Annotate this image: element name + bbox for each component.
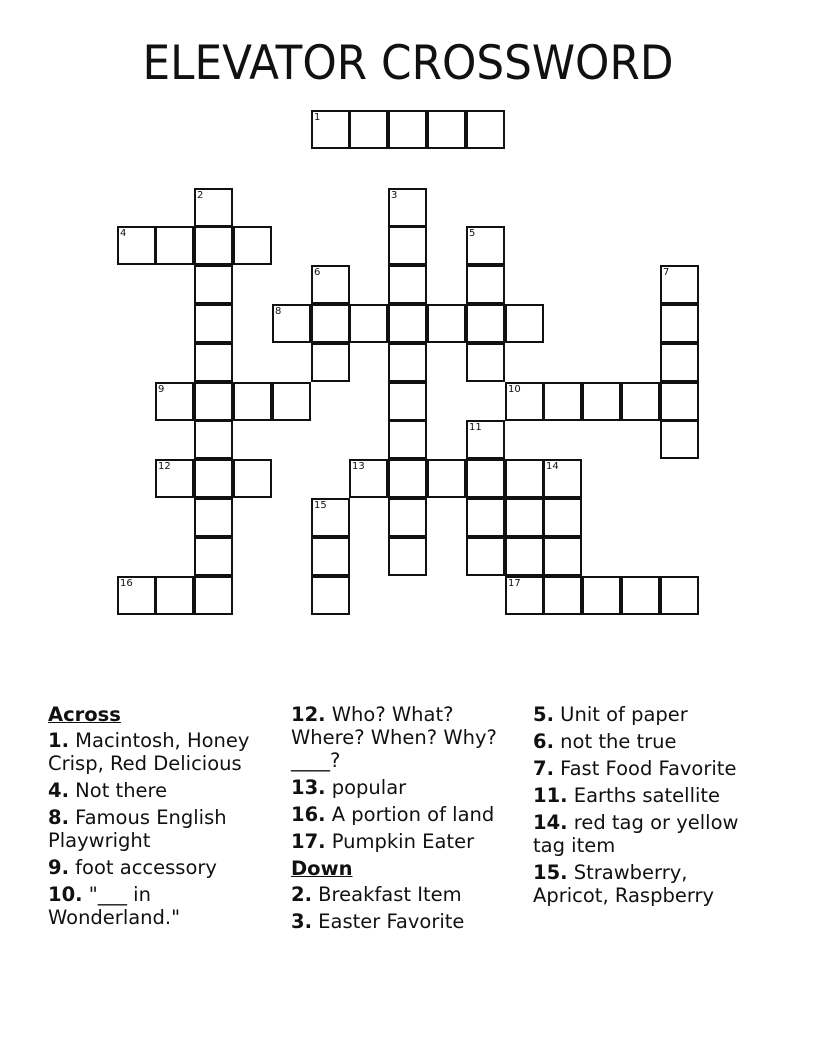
grid-cell[interactable] [311,498,350,537]
grid-cell[interactable] [543,576,582,615]
grid-cell[interactable] [621,382,660,421]
grid-cell[interactable] [194,459,233,498]
clue-item [533,730,765,753]
grid-cell[interactable] [466,537,505,576]
grid-cell[interactable] [543,459,582,498]
grid-cell[interactable] [117,226,156,265]
grid-cell[interactable] [660,382,699,421]
grid-cell[interactable] [505,498,544,537]
clue-number: 7. [533,757,554,780]
clue-item [48,883,280,929]
clue-number: 16. [291,803,326,826]
grid-cell[interactable] [388,226,427,265]
grid-cell[interactable] [543,498,582,537]
grid-cell[interactable] [427,459,466,498]
clue-text: Fast Food Favorite [553,757,737,780]
grid-cell[interactable] [194,343,233,382]
clue-item [291,776,523,799]
clue-text: red tag or yellow tag item [533,811,739,857]
clue-text: Breakfast Item [311,883,462,906]
clue-text: Earths satellite [567,784,721,807]
clue-number-label: 8 [275,306,282,317]
clue-number: 17. [291,830,326,853]
grid-cell[interactable] [660,304,699,343]
clue-item [291,883,523,906]
clue-number: 9. [48,856,69,879]
grid-cell[interactable] [466,265,505,304]
grid-cell[interactable] [388,420,427,459]
clue-text: Strawberry, Apricot, Raspberry [533,861,715,907]
grid-cell[interactable] [349,110,388,149]
clue-number: 11. [533,784,568,807]
grid-cell[interactable] [233,226,272,265]
clue-number-label: 10 [508,384,521,395]
clue-item [48,856,280,879]
clue-item [291,703,523,772]
clue-number: 12. [291,703,326,726]
grid-cell[interactable] [505,382,544,421]
grid-cell[interactable] [194,265,233,304]
clue-text: Unit of paper [553,703,688,726]
clue-text: Pumpkin Eater [325,830,475,853]
grid-cell[interactable] [194,576,233,615]
clue-item [533,757,765,780]
clue-number: 2. [291,883,312,906]
clue-item [533,811,765,857]
grid-cell[interactable] [388,459,427,498]
clue-number: 15. [533,861,568,884]
grid-cell[interactable] [194,420,233,459]
clue-item [48,806,280,852]
clue-item [533,861,765,907]
grid-cell[interactable] [388,382,427,421]
grid-cell[interactable] [427,304,466,343]
grid-cell[interactable] [311,343,350,382]
clue-text: Who? What? Where? When? Why? ____? [291,703,497,772]
clue-number-label: 11 [469,422,482,433]
clue-number-label: 4 [120,228,127,239]
grid-cell[interactable] [388,343,427,382]
grid-cell[interactable] [543,537,582,576]
grid-cell[interactable] [194,304,233,343]
page-title: ELEVATOR CROSSWORD [142,36,674,91]
clue-text: popular [325,776,407,799]
clue-number: 6. [533,730,554,753]
clue-number: 10. [48,883,83,906]
grid-cell[interactable] [272,304,311,343]
grid-cell[interactable] [311,265,350,304]
grid-cell[interactable] [155,226,194,265]
grid-cell[interactable] [466,420,505,459]
grid-cell[interactable] [388,110,427,149]
grid-cell[interactable] [388,188,427,227]
grid-cell[interactable] [388,304,427,343]
grid-cell[interactable] [155,576,194,615]
clue-number-label: 5 [469,228,476,239]
clue-number-label: 9 [158,384,165,395]
grid-cell[interactable] [660,265,699,304]
grid-cell[interactable] [194,382,233,421]
clue-number-label: 16 [120,578,133,589]
clue-number-label: 13 [352,461,365,472]
grid-cell[interactable] [660,576,699,615]
clue-text: not the true [553,730,677,753]
clue-number: 14. [533,811,568,834]
clue-number-label: 12 [158,461,171,472]
grid-cell[interactable] [582,576,621,615]
grid-cell[interactable] [194,537,233,576]
clue-number-label: 1 [314,112,321,123]
grid-cell[interactable] [582,382,621,421]
clue-text: foot accessory [68,856,217,879]
grid-cell[interactable] [194,226,233,265]
clue-number: 5. [533,703,554,726]
grid-cell[interactable] [466,459,505,498]
clue-number: 3. [291,910,312,933]
grid-cell[interactable] [349,459,388,498]
clue-column-3 [533,703,765,911]
grid-cell[interactable] [466,110,505,149]
clue-text: Easter Favorite [311,910,465,933]
clue-text: Famous English Playwright [48,806,227,852]
grid-cell[interactable] [155,459,194,498]
clue-number: 8. [48,806,69,829]
clue-text: Macintosh, Honey Crisp, Red Delicious [48,729,250,775]
grid-cell[interactable] [233,382,272,421]
grid-cell[interactable] [466,343,505,382]
clue-number: 1. [48,729,69,752]
grid-cell[interactable] [427,110,466,149]
clue-number-label: 6 [314,267,321,278]
grid-cell[interactable] [349,304,388,343]
clue-column-1 [48,703,280,933]
clue-number-label: 2 [197,190,204,201]
grid-cell[interactable] [466,304,505,343]
clue-item [533,784,765,807]
clue-item [533,703,765,726]
clue-item [48,779,280,802]
clue-column-2 [291,703,523,937]
grid-cell[interactable] [388,498,427,537]
clue-number-label: 17 [508,578,521,589]
across-heading: Across [48,703,121,726]
grid-cell[interactable] [311,110,350,149]
clue-number-label: 14 [546,461,559,472]
clue-text: A portion of land [325,803,495,826]
grid-cell[interactable] [272,382,311,421]
grid-cell[interactable] [388,265,427,304]
clue-item [291,803,523,826]
grid-cell[interactable] [543,382,582,421]
grid-cell[interactable] [194,498,233,537]
clue-text: "___ in Wonderland." [48,883,181,929]
grid-cell[interactable] [194,188,233,227]
clue-number: 13. [291,776,326,799]
grid-cell[interactable] [621,576,660,615]
grid-cell[interactable] [660,343,699,382]
grid-cell[interactable] [117,576,156,615]
grid-cell[interactable] [388,537,427,576]
clue-item [291,910,523,933]
grid-cell[interactable] [505,304,544,343]
grid-cell[interactable] [311,304,350,343]
grid-cell[interactable] [155,382,194,421]
clue-item [48,729,280,775]
grid-cell[interactable] [233,459,272,498]
clue-number-label: 3 [391,190,398,201]
grid-cell[interactable] [466,226,505,265]
clue-number-label: 7 [663,267,670,278]
down-heading: Down [291,857,353,880]
clue-number-label: 15 [314,500,327,511]
clue-number: 4. [48,779,69,802]
grid-cell[interactable] [505,459,544,498]
grid-cell[interactable] [505,576,544,615]
clue-item [291,830,523,853]
grid-cell[interactable] [505,537,544,576]
grid-cell[interactable] [660,420,699,459]
grid-cell[interactable] [311,537,350,576]
clue-text: Not there [68,779,168,802]
grid-cell[interactable] [311,576,350,615]
grid-cell[interactable] [466,498,505,537]
